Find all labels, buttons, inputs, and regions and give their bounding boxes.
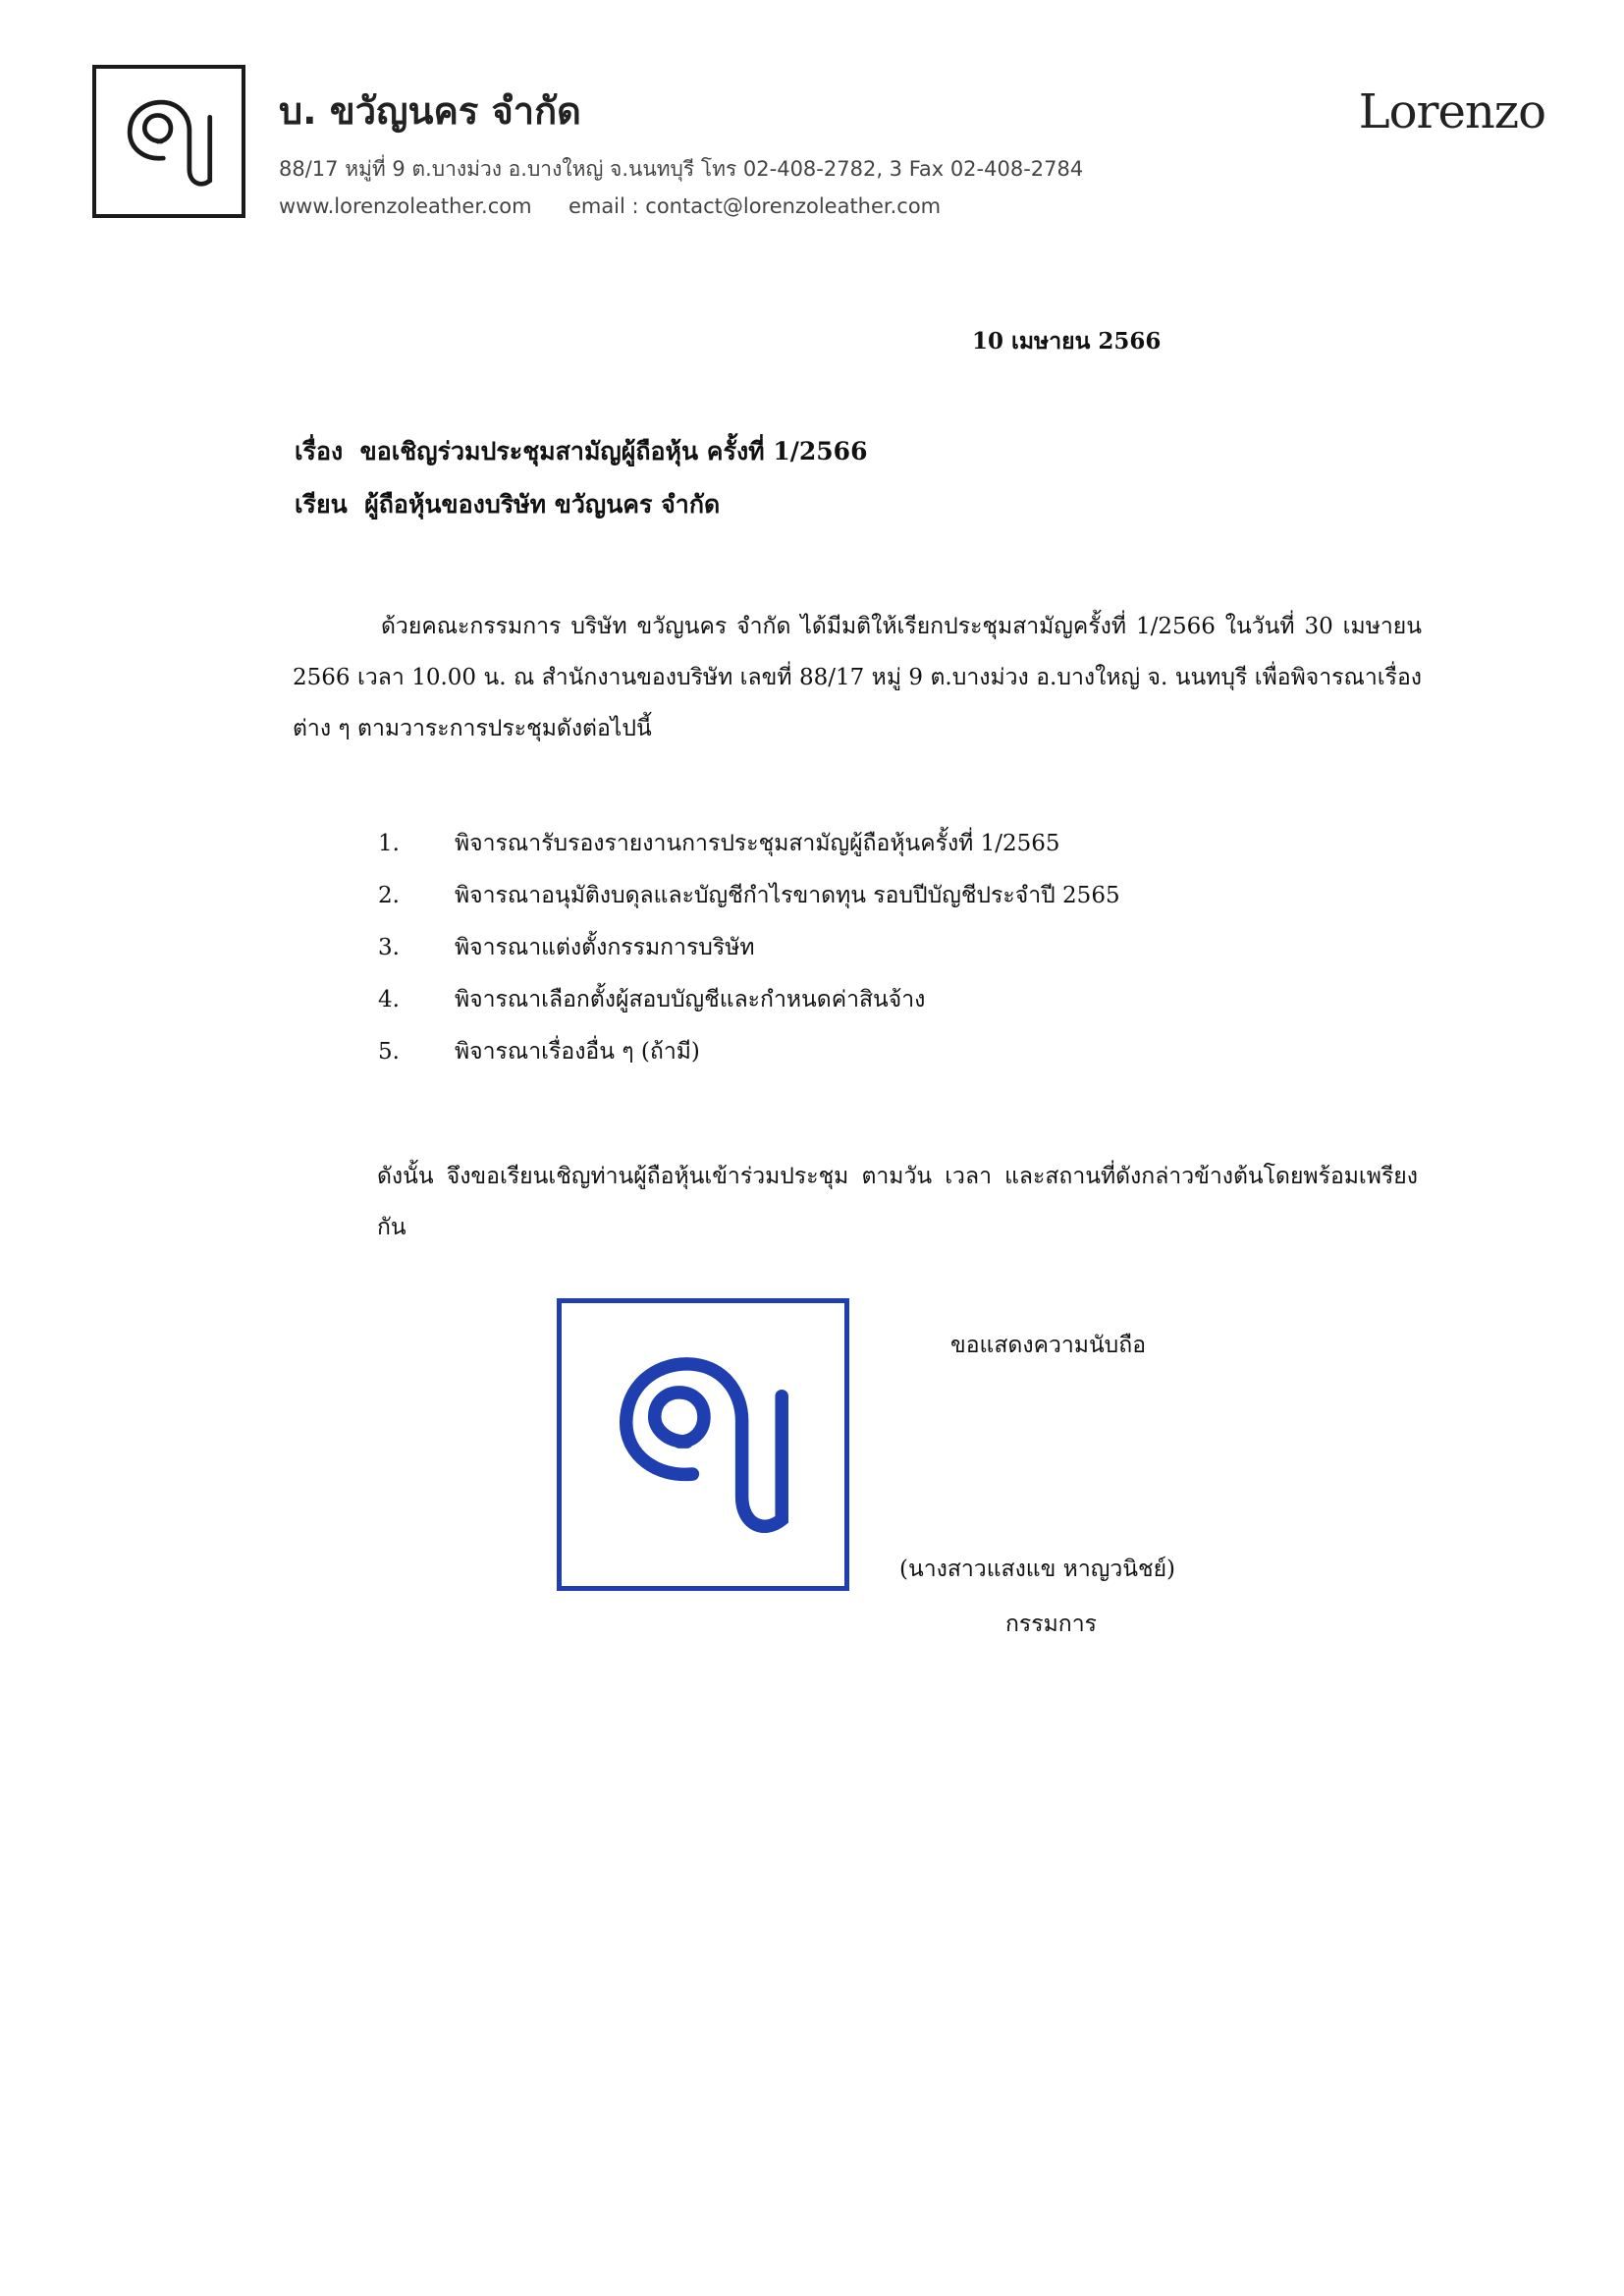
company-name: บ. ขวัญนคร จำกัด bbox=[279, 89, 581, 133]
company-seal-stamp-icon bbox=[557, 1298, 849, 1591]
stamp-monogram-graphic bbox=[562, 1303, 844, 1586]
recipient-label: เรียน bbox=[295, 490, 348, 519]
recipient-line bbox=[295, 485, 720, 524]
agenda-number: 3. bbox=[378, 934, 400, 960]
signer-name: (นางสาวแสงแข หาญวนิชย์) bbox=[899, 1557, 1176, 1582]
agenda-list bbox=[378, 817, 1360, 1077]
agenda-text: พิจารณาเรื่องอื่น ๆ (ถ้ามี) bbox=[455, 1038, 700, 1065]
agenda-text: พิจารณาแต่งตั้งกรรมการบริษัท bbox=[455, 934, 755, 960]
agenda-item bbox=[378, 869, 1360, 921]
subject-text: ขอเชิญร่วมประชุมสามัญผู้ถือหุ้น ครั้งที่ 1/2566 bbox=[359, 437, 868, 465]
closing-paragraph: ดังนั้น จึงขอเรียนเชิญท่านผู้ถือหุ้นเข้าร่วมประชุม ตามวัน เวลา และสถานที่ดังกล่าวข้างต้นโดยพร้อมเพรียงกัน bbox=[377, 1164, 1418, 1240]
closing-salutation: ขอแสดงความนับถือ bbox=[950, 1333, 1147, 1358]
signer-position: กรรมการ bbox=[1005, 1612, 1097, 1637]
company-email: email : contact@lorenzoleather.com bbox=[568, 194, 942, 218]
company-contact bbox=[279, 194, 941, 218]
agenda-item bbox=[378, 1025, 1360, 1077]
agenda-item bbox=[378, 973, 1360, 1025]
company-website: www.lorenzoleather.com bbox=[279, 194, 532, 218]
subject-label: เรื่อง bbox=[295, 437, 344, 465]
company-address: 88/17 หมู่ที่ 9 ต.บางม่วง อ.บางใหญ่ จ.นนทบุรี โทร 02-408-2782, 3 Fax 02-408-2784 bbox=[279, 157, 1084, 181]
company-logo-icon bbox=[92, 65, 245, 218]
agenda-text: พิจารณารับรองรายงานการประชุมสามัญผู้ถือหุ้นครั้งที่ 1/2565 bbox=[455, 830, 1060, 856]
agenda-number: 2. bbox=[378, 882, 400, 908]
agenda-item bbox=[378, 921, 1360, 973]
agenda-text: พิจารณาเลือกตั้งผู้สอบบัญชีและกำหนดค่าสินจ้าง bbox=[455, 986, 926, 1012]
agenda-number: 5. bbox=[378, 1038, 400, 1065]
subject-line bbox=[295, 432, 867, 471]
agenda-number: 1. bbox=[378, 830, 400, 856]
agenda-text: พิจารณาอนุมัติงบดุลและบัญชีกำไรขาดทุน รอบปีบัญชีประจำปี 2565 bbox=[455, 882, 1120, 908]
body-paragraph: ด้วยคณะกรรมการ บริษัท ขวัญนคร จำกัด ได้มีมติให้เรียกประชุมสามัญครั้งที่ 1/2566 ในวันที่ 30 เมษายน 2566 เวลา 10.00 น. ณ สำนักงานของบริษัท เลขที่ 88/17 หมู่ 9 ต.บางม่วง อ.บางใหญ่ จ. นนทบุรี เพื่อพิจารณาเรื่องต่าง ๆ ตามวาระการประชุมดังต่อไปนี้ bbox=[293, 614, 1422, 741]
agenda-number: 4. bbox=[378, 986, 400, 1012]
monogram-graphic bbox=[96, 69, 242, 214]
brand-logo-text: Lorenzo bbox=[1358, 84, 1545, 139]
letter-date: 10 เมษายน 2566 bbox=[972, 328, 1162, 355]
recipient-text: ผู้ถือหุ้นของบริษัท ขวัญนคร จำกัด bbox=[364, 490, 721, 519]
agenda-item bbox=[378, 817, 1360, 869]
